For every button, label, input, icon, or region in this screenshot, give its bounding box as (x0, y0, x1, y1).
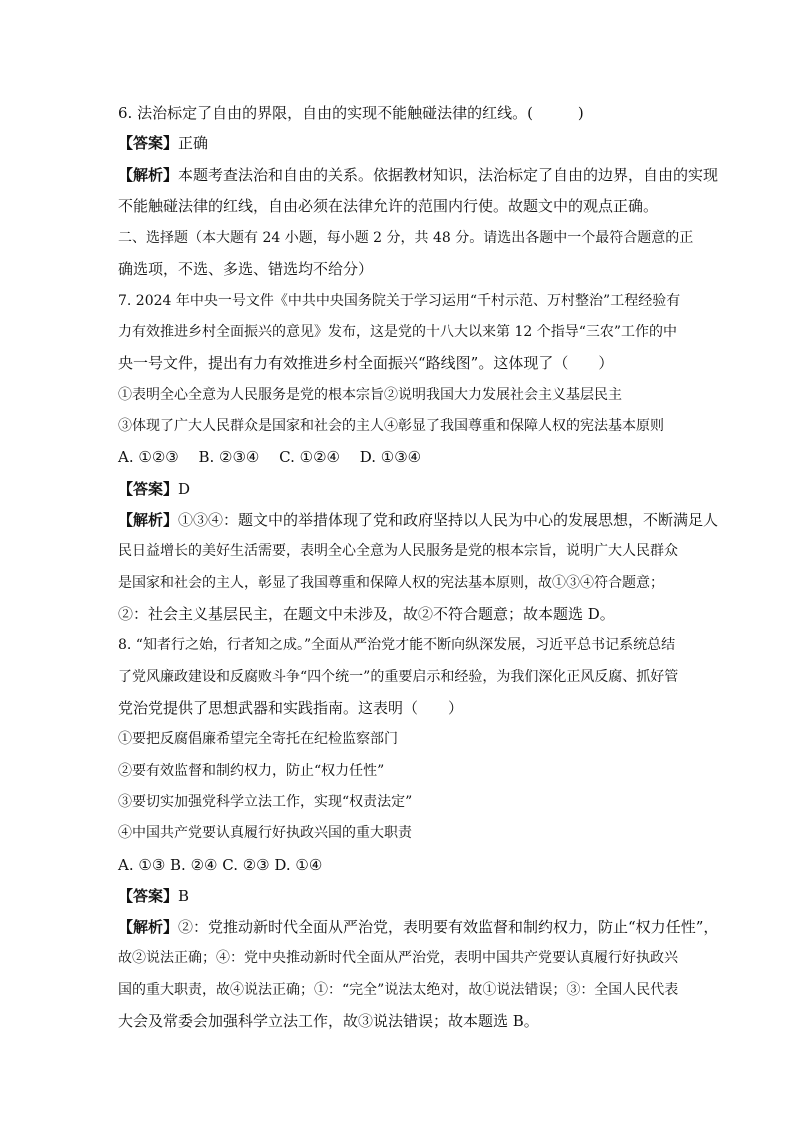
q6-question: 6. 法治标定了自由的界限，自由的实现不能触碰法律的红线。( ) (118, 104, 584, 122)
q6-answer-line (118, 133, 678, 153)
q8-analysis-line-1 (118, 917, 719, 937)
q6-answer: 正确 (178, 134, 209, 152)
q8-analysis-line-4: 大会及常委会加强科学立法工作，故③说法错误；故本题选 B。 (118, 1012, 539, 1030)
q7-statement-line-1: ①表明全心全意为人民服务是党的根本宗旨②说明我国大力发展社会主义基层民主 (118, 387, 622, 403)
q7-analysis-line-2: 民日益增长的美好生活需要，表明全心全意为人民服务是党的根本宗旨，说明广大人民群众 (118, 543, 678, 559)
q7-analysis-line-4: ②：社会主义基层民主，在题文中未涉及，故②不符合题意；故本题选 D。 (118, 605, 615, 623)
q8-analysis-text: ②：党推动新时代全面从严治党，表明要有效监督和制约权力，防止“权力任性”， (178, 918, 719, 936)
q7-analysis-text: ①③④：题文中的举措体现了党和政府坚持以人民为中心的发展思想，不断满足人 (178, 511, 719, 529)
q7-analysis-line-1 (118, 510, 719, 530)
q8-analysis-line-3: 国的重大职责，故④说法正确；①：“完全”说法太绝对，故①说法错误；③：全国人民代表 (118, 982, 679, 998)
q7-answer: D (178, 480, 191, 498)
q7-answer-line (118, 479, 678, 499)
q8-options: A. ①③ B. ②④ C. ②③ D. ①④ (118, 856, 323, 874)
q7-stem-line-1: 7. 2024 年中央一号文件《中共中央国务院关于学习运用“千村示范、万村整治”工程经验有 (118, 293, 681, 309)
analysis-tag: 【解析】 (118, 166, 179, 184)
q8-answer-line (118, 886, 678, 906)
q7-options: A. ①②③ B. ②③④ C. ①②④ D. ①③④ (118, 448, 422, 466)
q8-analysis-line-2: 故②说法正确；④：党中央推动新时代全面从严治党，表明中国共产党要认真履行好执政兴 (118, 950, 678, 966)
q8-statement-3: ③要切实加强党科学立法工作，实现“权责法定” (118, 794, 413, 810)
q6-analysis-text: 本题考查法治和自由的关系。依据教材知识，法治标定了自由的边界，自由的实现 (178, 166, 719, 184)
q8-statement-2: ②要有效监督和制约权力，防止“权力任性” (118, 763, 385, 779)
answer-tag: 【答案】 (118, 480, 179, 498)
analysis-tag: 【解析】 (118, 918, 179, 936)
answer-tag: 【答案】 (118, 134, 179, 152)
q7-analysis-line-3: 是国家和社会的主人，彰显了我国尊重和保障人权的宪法基本原则，故①③④符合题意； (118, 575, 664, 591)
q7-stem-line-3: 央一号文件，提出有力有效推进乡村全面振兴“路线图”。这体现了（ ） (118, 354, 614, 372)
q8-stem-line-1: 8. “知者行之始，行者知之成。”全面从严治党才能不断向纵深发展，习近平总书记系统总结 (118, 637, 676, 653)
q8-answer: B (178, 887, 190, 905)
q8-statement-1: ①要把反腐倡廉希望完全寄托在纪检监察部门 (118, 731, 398, 747)
q8-statement-4: ④中国共产党要认真履行好执政兴国的重大职责 (118, 825, 412, 841)
q6-analysis-line-1 (118, 165, 719, 185)
section2-heading-line-1: 二、选择题（本大题有 24 小题，每小题 2 分，共 48 分。请选出各题中一个最符合题意的正 (118, 230, 694, 246)
q6-analysis-line-2: 不能触碰法律的红线，自由必须在法律允许的范围内行使。故题文中的观点正确。 (118, 197, 659, 215)
section2-heading-line-2: 确选项，不选、多选、错选均不给分） (118, 260, 374, 278)
q7-stem-line-2: 力有效推进乡村全面振兴的意见》发布，这是党的十八大以来第 12 个指导“三农”工作的中 (118, 324, 678, 340)
q8-stem-line-2: 了党风廉政建设和反腐败斗争“四个统一”的重要启示和经验，为我们深化正风反腐、抓好管 (118, 669, 679, 685)
q8-stem-line-3: 党治党提供了思想武器和实践指南。这表明（ ） (118, 699, 464, 717)
answer-tag: 【答案】 (118, 887, 179, 905)
analysis-tag: 【解析】 (118, 511, 179, 529)
q7-statement-line-2: ③体现了广大人民群众是国家和社会的主人④彰显了我国尊重和保障人权的宪法基本原则 (118, 418, 664, 434)
